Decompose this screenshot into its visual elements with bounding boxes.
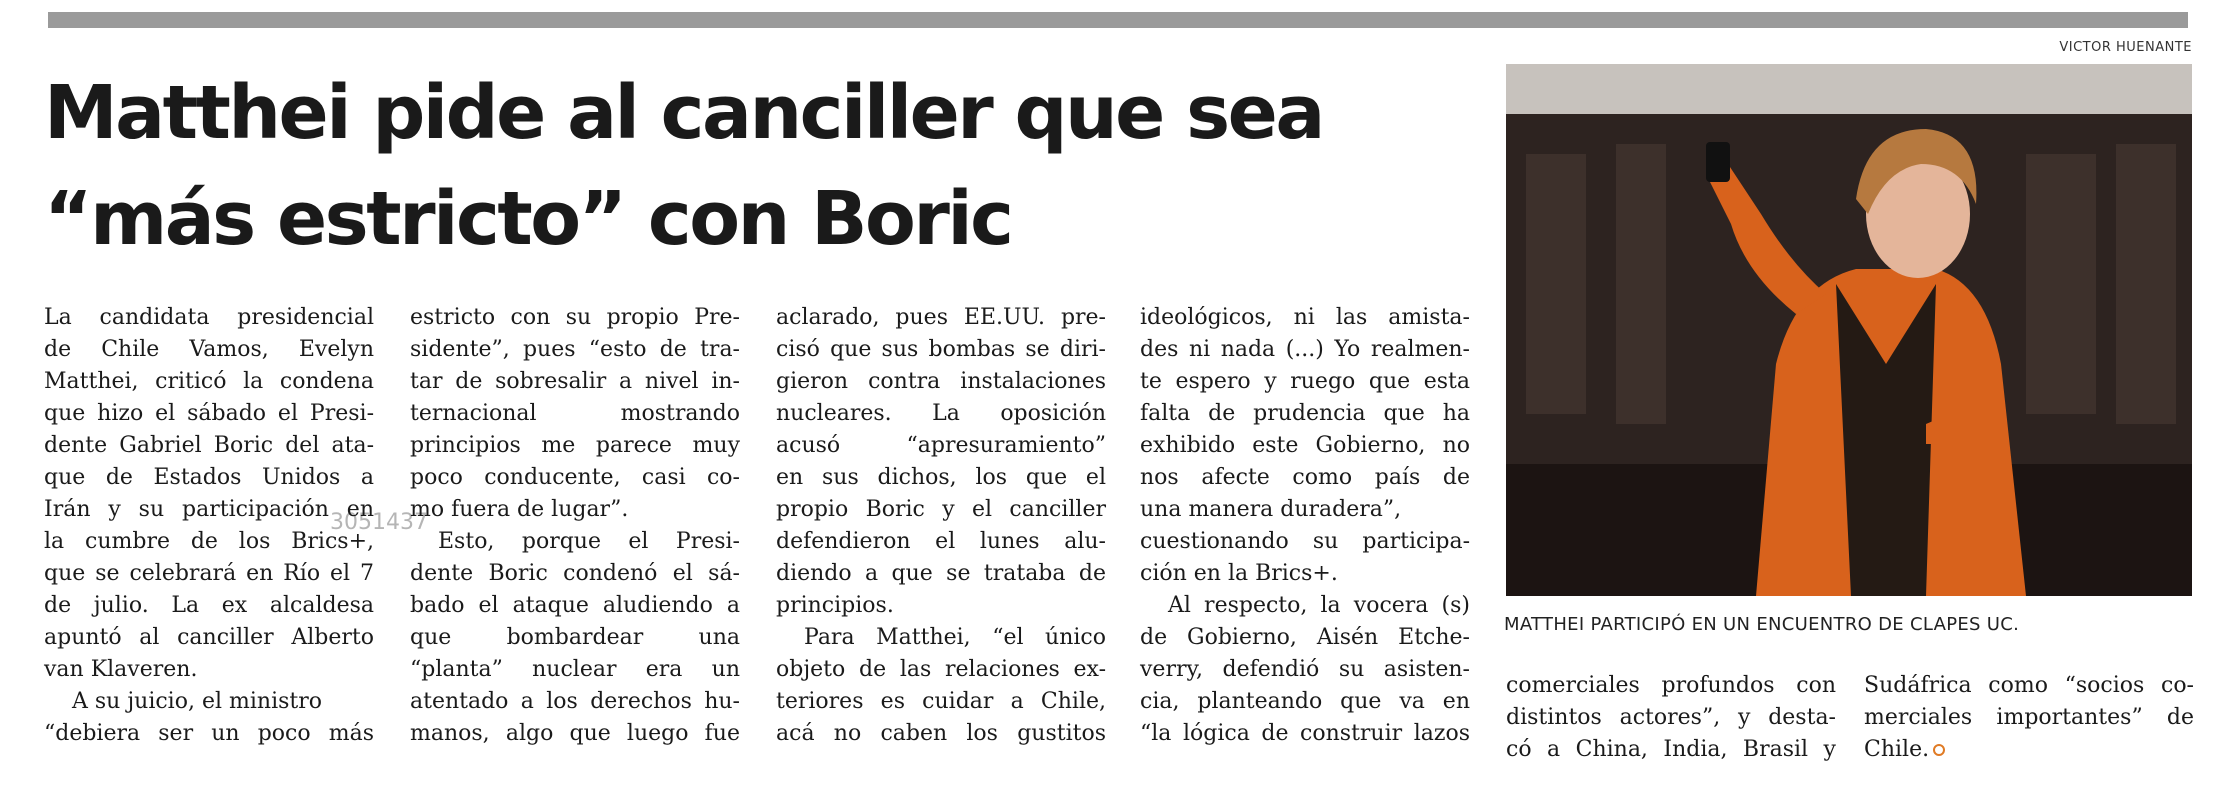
text-line: gieron contra instalaciones [776,369,1106,394]
text-line: manos, algo que luego fue [410,721,740,746]
headline-line-1: Matthei pide al canciller que sea [44,70,1323,156]
text-line: có a China, India, Brasil y [1506,737,1836,762]
text-line: exhibido este Gobierno, no [1140,433,1470,458]
text-line: que bombardear una [410,625,740,650]
text-line: diendo a que se trataba de [776,561,1106,586]
text-line: te espero y ruego que esta [1140,369,1470,394]
text-line: nucleares. La oposición [776,401,1106,426]
article-column-2 [410,302,740,750]
article-column-3 [776,302,1106,750]
text-line: “planta” nuclear era un [410,657,740,682]
text-line: nos afecte como país de [1140,465,1470,490]
text-line: aclarado, pues EE.UU. pre- [776,305,1106,330]
text-line: Sudáfrica como “socios co- [1864,673,2194,698]
text-line: merciales importantes” de [1864,705,2194,730]
text-line: “debiera ser un poco más [44,721,374,746]
text-line-final [1864,734,2194,766]
text-line: poco conducente, casi co- [410,465,740,490]
text-line: apuntó al canciller Alberto [44,625,374,650]
text-line: comerciales profundos con [1506,673,1836,698]
headline [44,60,1464,272]
text-line: principios. [776,593,894,618]
headline-line-2: “más estricto” con Boric [44,176,1012,262]
text-line: una manera duradera”, [1140,497,1402,522]
article-column-6 [1864,670,2194,766]
text-line: falta de prudencia que ha [1140,401,1470,426]
text-line: dente Boric condenó el sá- [410,561,740,586]
text-line: Irán y su participación en [44,497,374,522]
text-line: cia, planteando que va en [1140,689,1470,714]
text-line: “la lógica de construir lazos [1140,721,1470,746]
text-line: acá no caben los gustitos [776,721,1106,746]
text-line: objeto de las relaciones ex- [776,657,1106,682]
text-line: A su juicio, el ministro [72,689,322,714]
text-line: sidente”, pues “esto de tra- [410,337,740,362]
article-column-1 [44,302,374,750]
text-end: Chile. [1864,737,1930,762]
text-line: Al respecto, la vocera (s) [1168,593,1470,618]
photo-illustration [1506,64,2192,596]
article-photo [1506,64,2192,596]
text-line: de julio. La ex alcaldesa [44,593,374,618]
text-line: estricto con su propio Pre- [410,305,740,330]
text-line: Para Matthei, “el único [804,625,1106,650]
text-line: verry, defendió su asisten- [1140,657,1470,682]
text-line: de Chile Vamos, Evelyn [44,337,374,362]
text-line: teriores es cuidar a Chile, [776,689,1106,714]
text-line: en sus dichos, los que el [776,465,1106,490]
text-line: bado el ataque aludiendo a [410,593,740,618]
text-line: ideológicos, ni las amista- [1140,305,1470,330]
text-line: Matthei, criticó la condena [44,369,374,394]
text-line: la cumbre de los Brics+, [44,529,374,554]
photo-credit: VICTOR HUENANTE [2059,40,2192,55]
text-line: Esto, porque el Presi- [438,529,740,554]
text-line: defendieron el lunes alu- [776,529,1106,554]
text-line: van Klaveren. [44,657,198,682]
top-rule [48,12,2188,28]
text-line: ternacional mostrando [410,401,740,426]
text-line: des ni nada (...) Yo realmen- [1140,337,1470,362]
text-line: acusó “apresuramiento” [776,433,1106,458]
text-line: tar de sobresalir a nivel in- [410,369,740,394]
text-line: que de Estados Unidos a [44,465,374,490]
text-line: de Gobierno, Aisén Etche- [1140,625,1470,650]
text-line: propio Boric y el canciller [776,497,1106,522]
text-line: mo fuera de lugar”. [410,497,629,522]
text-line: atentado a los derechos hu- [410,689,740,714]
text-line: principios me parece muy [410,433,740,458]
end-of-article-icon [1933,744,1945,756]
text-line: que hizo el sábado el Presi- [44,401,374,426]
text-line: cuestionando su participa- [1140,529,1470,554]
text-line: cisó que sus bombas se diri- [776,337,1106,362]
watermark: 3051437 [330,510,428,535]
photo-caption: MATTHEI PARTICIPÓ EN UN ENCUENTRO DE CLAPES UC. [1504,614,2020,635]
text-line: distintos actores”, y desta- [1506,705,1836,730]
text-line: que se celebrará en Río el 7 [44,561,374,586]
article-column-5 [1506,670,1836,766]
text-line: La candidata presidencial [44,305,374,330]
text-line: ción en la Brics+. [1140,561,1338,586]
article-column-4 [1140,302,1470,750]
text-line: dente Gabriel Boric del ata- [44,433,374,458]
